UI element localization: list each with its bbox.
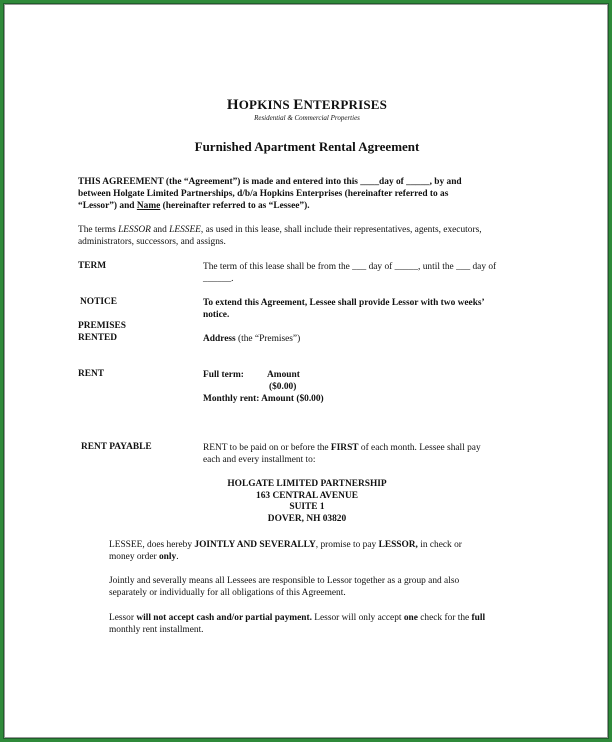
cash-paragraph: Lessor will not accept cash and/or partial payment. Lessor will only accept one check for the full monthly rent installment.: [109, 613, 486, 635]
payee-address-block: [175, 479, 439, 525]
notice-label: NOTICE: [80, 297, 117, 307]
rent-label: RENT: [78, 369, 105, 379]
jointly-paragraph: LESSEE, does hereby JOINTLY AND SEVERALLY, promise to pay LESSOR, in check or money order only.: [109, 540, 462, 562]
document-page: [4, 4, 608, 738]
rent-monthly: Monthly rent: Amount ($0.00): [203, 394, 324, 404]
payee-suite: SUITE 1: [289, 502, 325, 512]
rent-amount: Amount: [267, 370, 300, 380]
rented-label: RENTED: [78, 333, 118, 343]
term-label: TERM: [78, 261, 107, 271]
rent-amount-value: ($0.00): [269, 382, 297, 392]
company-name: HOPKINS ENTERPRISES: [226, 97, 388, 113]
premises-label: PREMISES: [78, 321, 126, 331]
rent-payable-text: RENT to be paid on or before the FIRST of each month. Lessee shall pay each and every installment to:: [203, 443, 481, 465]
payee-street: 163 CENTRAL AVENUE: [256, 490, 358, 501]
term-text: The term of this lease shall be from the ___ day of _____, until the ___ day of ______.: [203, 262, 497, 284]
company-tagline: Residential & Commercial Properties: [254, 114, 360, 122]
terms-paragraph: The terms LESSOR and LESSEE, as used in this lease, shall include their representatives, agents, executors, administrators, successors, and assigns.: [78, 225, 482, 247]
payee-name: HOLGATE LIMITED PARTNERSHIP: [227, 479, 387, 489]
intro-paragraph: THIS AGREEMENT (the “Agreement”) is made and entered into this ____day of _____, by and between Holgate Limited Partnerships, d/b/a Hopkins Enterprises (hereinafter referred to as “Lessor”) and Name (hereinafter referred to as “Lessee”).: [78, 177, 462, 211]
document-title: Furnished Apartment Rental Agreement: [194, 139, 420, 154]
rent-payable-label: RENT PAYABLE: [81, 442, 152, 452]
payee-city: DOVER, NH 03820: [267, 513, 347, 524]
rent-full-term: Full term:: [203, 370, 244, 380]
notice-text: To extend this Agreement, Lessee shall provide Lessor with two weeks’ notice.: [203, 298, 485, 320]
jointly-definition: Jointly and severally means all Lessees are responsible to Lessor together as a group and also separately or individually for all obligations of this Agreement.: [109, 576, 460, 598]
premises-address: Address (the “Premises”): [203, 334, 301, 344]
